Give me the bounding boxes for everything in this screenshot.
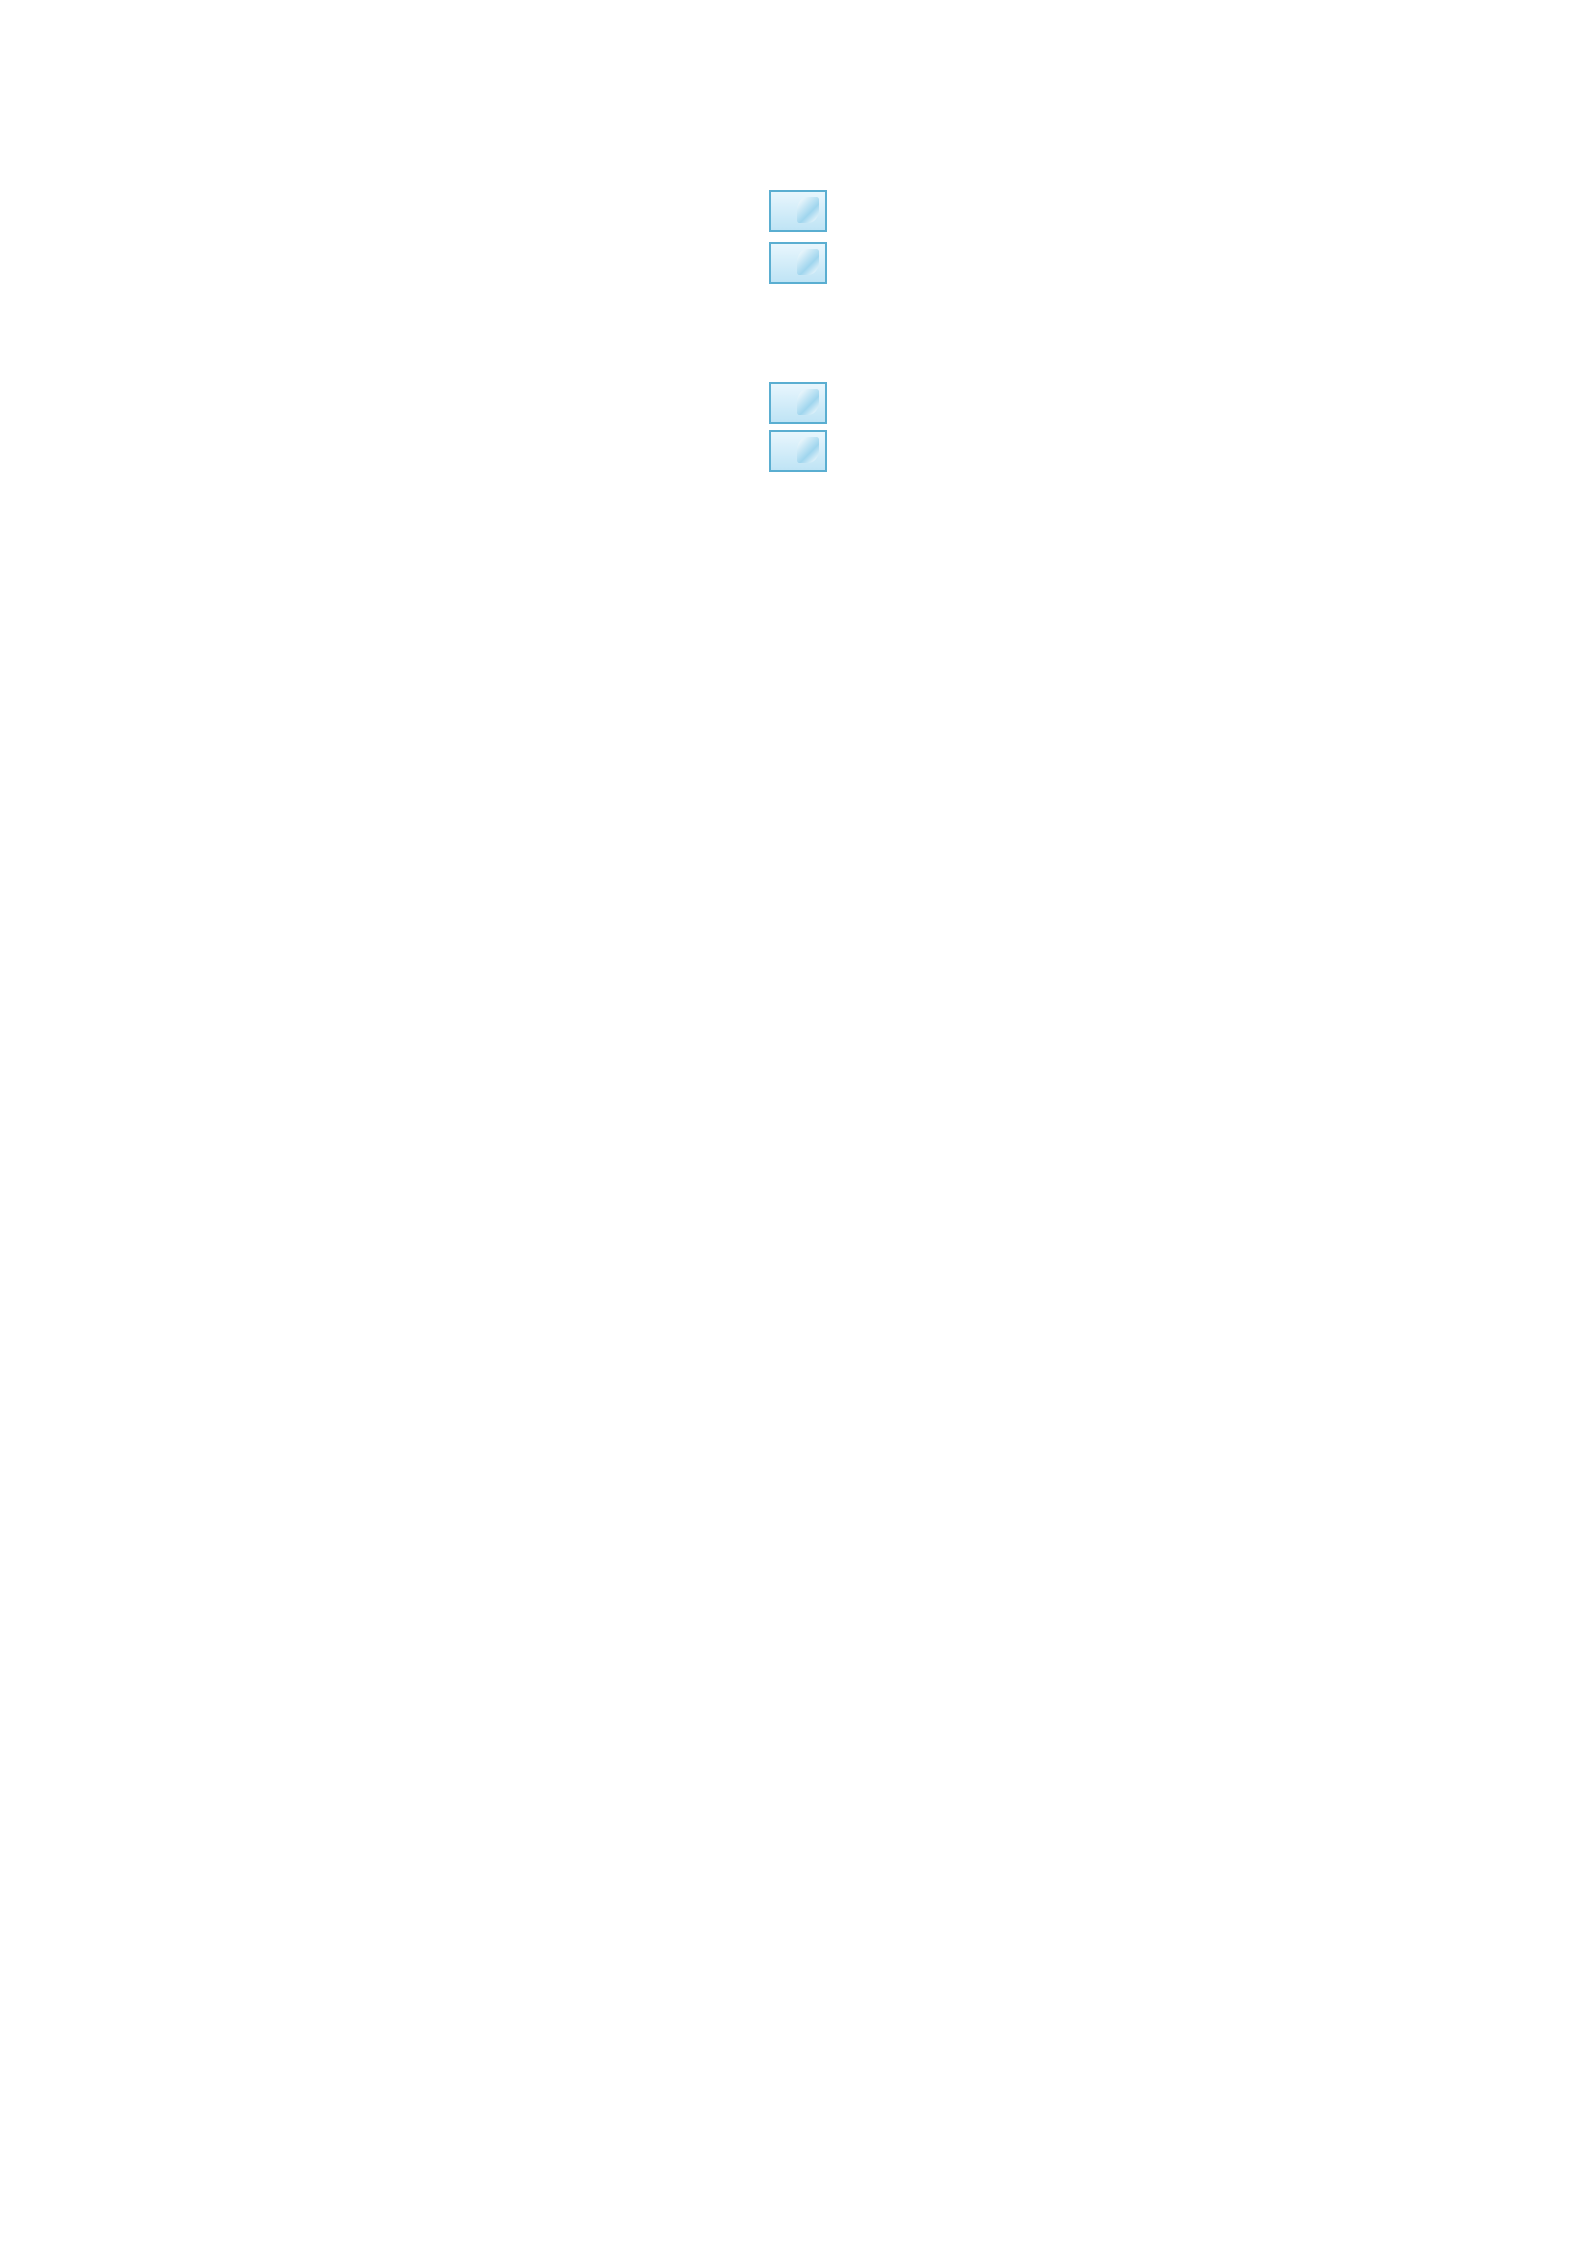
board-design-header <box>300 190 1295 232</box>
document-page <box>300 186 1295 478</box>
reflection-badge <box>769 242 827 284</box>
teaching-goal-badge <box>769 430 827 472</box>
board-design-badge <box>769 190 827 232</box>
teaching-content-badge <box>769 382 827 424</box>
reflection-header <box>300 242 1295 284</box>
goal-header <box>300 430 1295 472</box>
content-header <box>300 382 1295 424</box>
